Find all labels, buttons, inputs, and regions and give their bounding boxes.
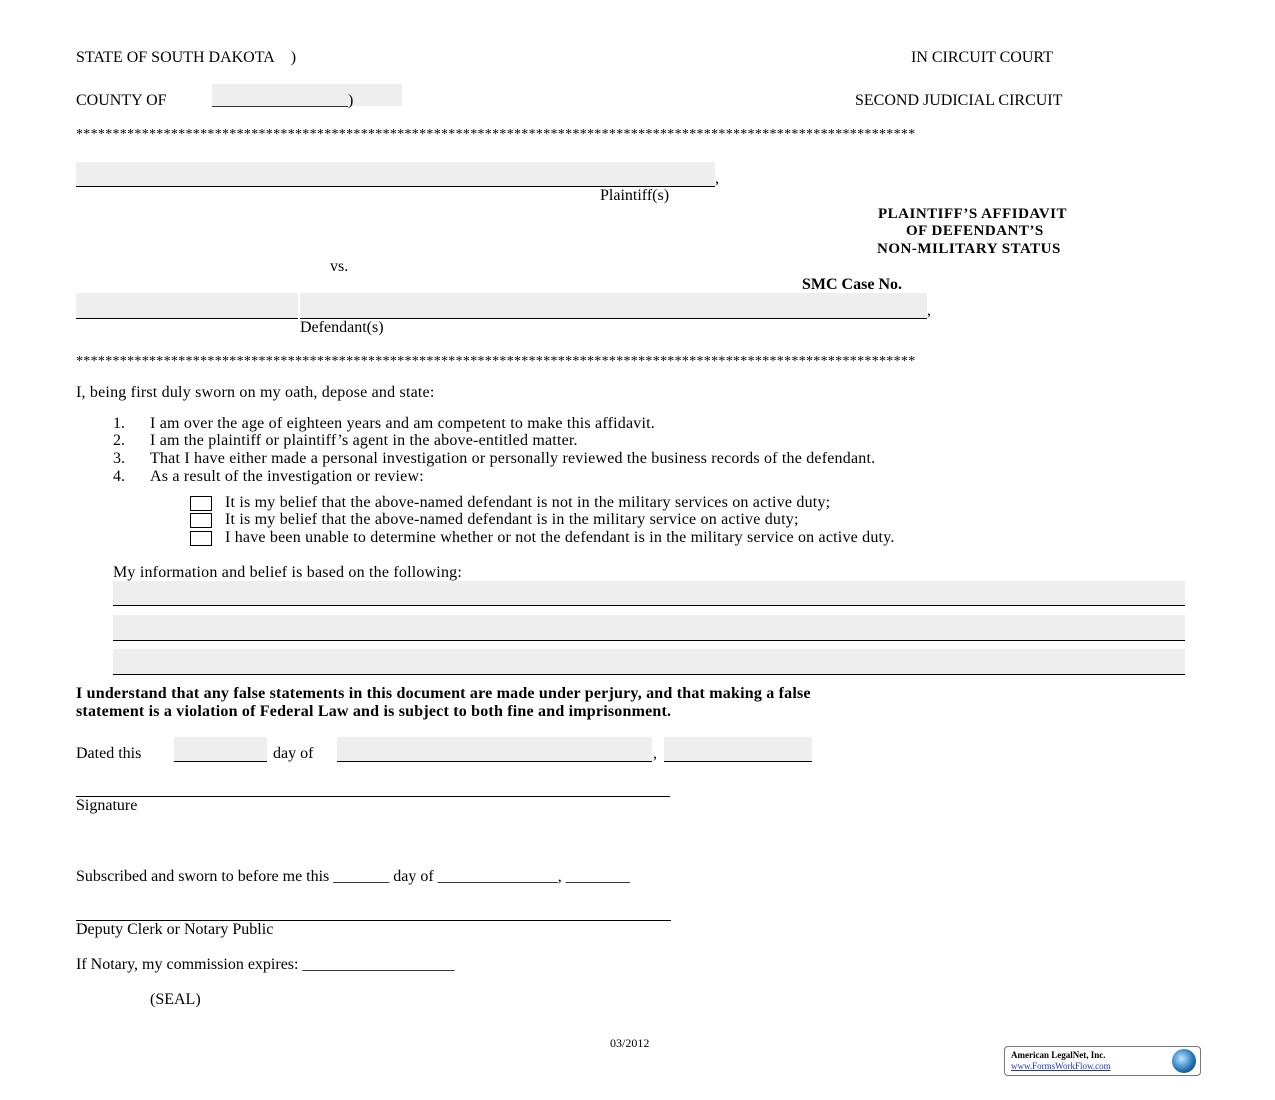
plaintiff-input[interactable] xyxy=(76,162,715,187)
vs-label: vs. xyxy=(330,258,349,275)
commission-text: If Notary, my commission expires: ___________________ xyxy=(76,956,455,973)
logo-url[interactable]: www.FormsWorkFlow.com xyxy=(1011,1061,1111,1071)
info-input-2[interactable] xyxy=(113,615,1185,641)
court-label: IN CIRCUIT COURT xyxy=(911,49,1053,66)
defendant-comma: , xyxy=(927,302,931,319)
doc-title-line-2: OF DEFENDANT’S xyxy=(906,223,1044,239)
option-text: I have been unable to determine whether or not the defendant is in the military service on active duty. xyxy=(225,529,895,546)
subscribed-text: Subscribed and sworn to before me this _______ day of _______________, ________ xyxy=(76,868,630,885)
case-no-label: SMC Case No. xyxy=(802,276,902,293)
globe-icon xyxy=(1172,1049,1196,1073)
defendant-input-2[interactable] xyxy=(300,293,927,319)
option-text: It is my belief that the above-named defendant is not in the military services on active duty; xyxy=(225,494,831,511)
state-label: STATE OF SOUTH DAKOTA ) xyxy=(76,49,297,66)
perjury-line-1: I understand that any false statements in this document are made under perjury, and that making a false xyxy=(76,685,811,702)
plaintiff-label: Plaintiff(s) xyxy=(600,187,670,204)
separator-stars-bottom: ******************************************************************************************************************* xyxy=(76,354,916,369)
plaintiff-comma: , xyxy=(715,170,719,187)
day-of-label: day of xyxy=(273,745,314,762)
item-text: As a result of the investigation or review: xyxy=(150,468,424,485)
option-text: It is my belief that the above-named defendant is in the military service on active duty; xyxy=(225,511,799,528)
item-num: 1. xyxy=(113,415,125,432)
checkbox-not-military[interactable] xyxy=(190,496,212,511)
county-blank: _________________) xyxy=(212,92,354,109)
item-text: I am the plaintiff or plaintiff’s agent in the above-entitled matter. xyxy=(150,432,578,449)
doc-title-line-1: PLAINTIFF’S AFFIDAVIT xyxy=(878,206,1067,222)
year-input[interactable] xyxy=(664,737,812,762)
date-comma: , xyxy=(653,745,657,762)
logo-name: American LegalNet, Inc. xyxy=(1011,1050,1106,1060)
checkbox-undetermined[interactable] xyxy=(190,531,212,546)
perjury-line-2: statement is a violation of Federal Law and is subject to both fine and imprisonment. xyxy=(76,703,672,720)
month-input[interactable] xyxy=(337,737,652,762)
day-input[interactable] xyxy=(174,737,267,762)
item-text: I am over the age of eighteen years and am competent to make this affidavit. xyxy=(150,415,655,432)
county-label: COUNTY OF xyxy=(76,92,167,109)
form-date: 03/2012 xyxy=(610,1036,650,1050)
item-num: 2. xyxy=(113,432,125,449)
info-input-3[interactable] xyxy=(113,649,1185,675)
checkbox-military[interactable] xyxy=(190,513,212,528)
signature-line xyxy=(76,796,670,797)
circuit-label: SECOND JUDICIAL CIRCUIT xyxy=(855,92,1063,109)
seal-label: (SEAL) xyxy=(150,991,201,1008)
item-num: 3. xyxy=(113,450,125,467)
doc-title-line-3: NON-MILITARY STATUS xyxy=(877,241,1061,257)
signature-label: Signature xyxy=(76,797,138,814)
defendant-label: Defendant(s) xyxy=(300,319,384,336)
american-legalnet-logo[interactable] xyxy=(1004,1046,1201,1076)
item-num: 4. xyxy=(113,468,125,485)
clerk-label: Deputy Clerk or Notary Public xyxy=(76,921,274,938)
item-text: That I have either made a personal investigation or personally reviewed the business records of the defendant. xyxy=(150,450,876,467)
defendant-input-1[interactable] xyxy=(76,293,298,319)
dated-this-label: Dated this xyxy=(76,745,142,762)
info-label: My information and belief is based on the following: xyxy=(113,564,463,581)
info-input-1[interactable] xyxy=(113,581,1185,606)
intro-text: I, being first duly sworn on my oath, depose and state: xyxy=(76,384,435,401)
separator-stars-top: ******************************************************************************************************************* xyxy=(76,127,916,142)
